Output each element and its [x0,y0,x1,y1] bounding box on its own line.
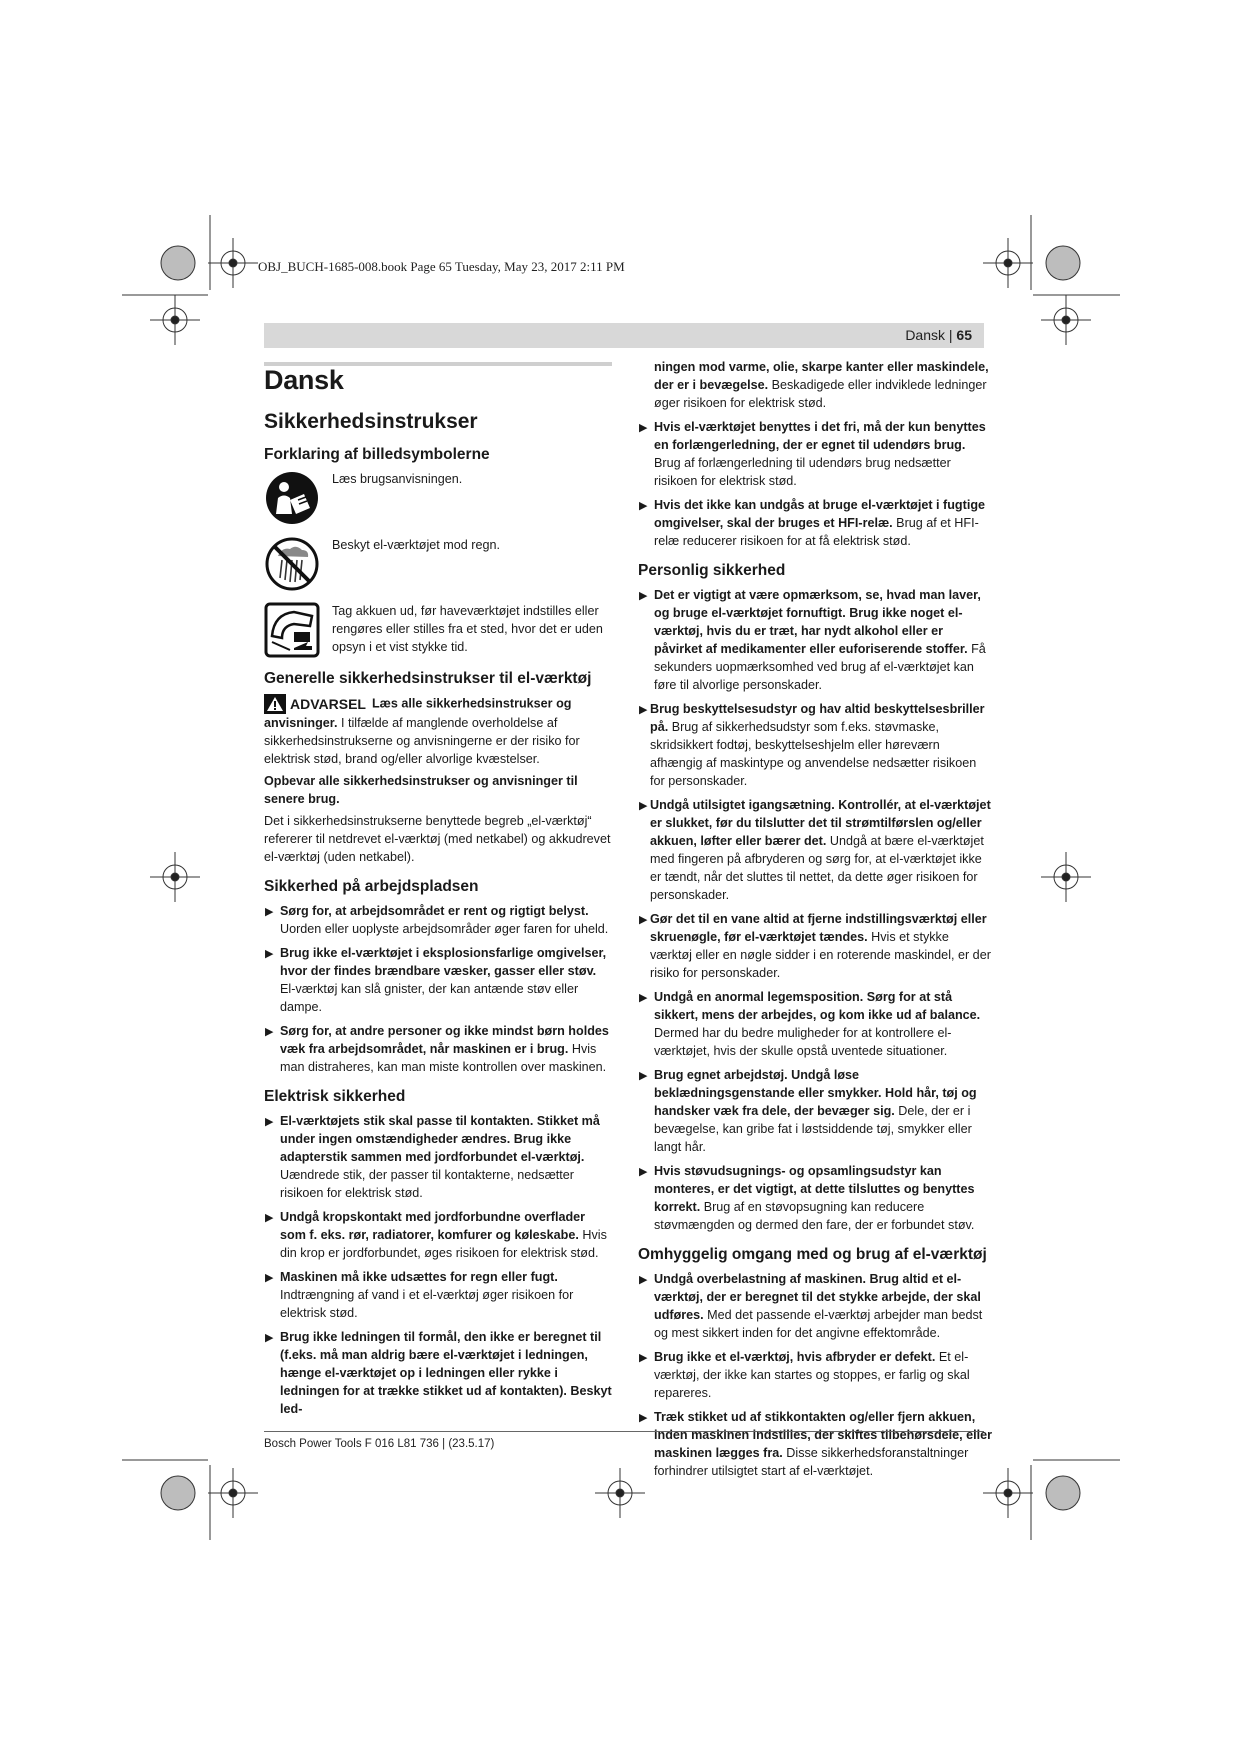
bullet-triangle-icon: ▶ [639,1352,648,1364]
keep-instructions: Opbevar alle sikkerhedsinstrukser og anvisninger til senere brug. [264,774,578,806]
list-item: ▶ Brug ikke et el-værktøj, hvis afbryder er defekt. Et el-værktøj, der ikke kan startes og stoppes, er farlig og skal repareres. [639,1350,970,1400]
heading-symbols: Forklaring af billedsymbolerne [264,446,490,463]
list-item-continued: ningen mod varme, olie, skarpe kanter eller maskindele, der er i bevægelse. Beskadigede eller indviklede ledninger øger risikoen for elektrisk stød. [654,360,989,410]
remove-battery-icon [264,602,320,658]
list-item: ▶ Det er vigtigt at være opmærksom, se, hvad man laver, og bruge el-værktøjet fornuftigt. Brug ikke noget el-værktøj, hvis du er træt, har nydt alkohol eller er påvirket af medikamenter eller euforiserende stoffer. Få sekunders uopmærksomhed ved brug af el-værktøjet kan føre til alvorlige personskader. [639,588,986,692]
list-item: ▶ Hvis det ikke kan undgås at bruge el-værktøjet i fugtige omgivelser, skal der bruges et HFI-relæ. Brug af et HFI-relæ reducerer risikoen for at få elektrisk stød. [639,498,986,548]
bullet-triangle-icon: ▶ [639,992,648,1004]
bullet-triangle-icon: ▶ [639,914,648,926]
symbol-row [264,470,612,526]
right-column [638,358,994,1486]
bullet-triangle-icon: ▶ [265,1116,274,1128]
symbol-row [264,602,612,658]
list-item: ▶ Gør det til en vane altid at fjerne indstillingsværktøj eller skruenøgle, før el-værktøjet tændes. Hvis et stykke værktøj eller en nøgle sidder i en roterende maskindel, er der risiko for personskader. [639,912,991,980]
list-item: ▶ Brug beskyttelsesudstyr og hav altid beskyttelsesbriller på. Brug af sikkerhedsudstyr som f.eks. støvmaske, skridsikkert fodtøj, beskyttelseshjelm eller høreværn afhængig af maskintype og anvendelse nedsætter risikoen for personskader. [639,702,985,788]
read-manual-icon [264,470,320,526]
list-item: ▶ Sørg for, at andre personer og ikke mindst børn holdes væk fra arbejdsområdet, når maskinen er i brug. Hvis man distraheres, kan man miste kontrollen over maskinen. [265,1024,609,1074]
heading-work-area: Sikkerhed på arbejdspladsen [264,878,479,895]
running-header [264,323,984,348]
symbol-text: Læs brugsanvisningen. [332,472,463,486]
book-info-line: OBJ_BUCH-1685-008.book Page 65 Tuesday, May 23, 2017 2:11 PM [258,259,625,274]
list-item: ▶ Træk stikket ud af stikkontakten og/eller fjern akkuen, inden maskinen indstilles, der skiftes tilbehørsdele, eller maskinen lægges fra. Disse sikkerhedsforanstaltninger forhindrer utilsigtet start af el-værktøjet. [639,1410,993,1478]
heading-personal: Personlig sikkerhed [638,562,786,579]
list-item: ▶ Brug ikke ledningen til formål, den ikke er beregnet til (f.eks. må man aldrig bære el-værktøjet i ledningen, hænge el-værktøjet op i ledningen eller rykke i ledningen for at trække stikket ud af kontakten). Beskyt led- [265,1330,612,1416]
bullet-triangle-icon: ▶ [639,704,648,716]
bullet-triangle-icon: ▶ [265,1332,274,1344]
header-text [905,327,972,343]
list-item: ▶ Hvis støvudsugnings- og opsamlingsudstyr kan monteres, er det vigtigt, at dette tilsluttes og benyttes korrekt. Brug af en støvopsugning kan reducere støvmængden og dermed den fare, der er forbundet støv. [639,1164,975,1232]
page-footer: Bosch Power Tools F 016 L81 736 | (23.5.17) [264,1431,984,1450]
page-number: 65 [956,327,972,343]
bullet-triangle-icon: ▶ [639,800,648,812]
header-separator: | [945,327,957,343]
warning-paragraph: ADVARSEL Læs alle sikkerhedsinstrukser og anvisninger. I tilfælde af manglende overholdelse af sikkerhedsinstrukserne og anvisningerne er der risiko for elektrisk stød, brand og/eller alvorlige kvæstelser. [264,696,580,766]
list-item: ▶ Undgå utilsigtet igangsætning. Kontrollér, at el-værktøjet er slukket, før du tilslutter det til strømtilførslen og/eller akkuen, løfter eller bærer det. Undgå at bære el-værktøjet med fingeren på afbryderen og sørg for, at el-værktøjet ikke er tændt, når det sluttes til nettet, da dette øger risikoen for personskader. [639,798,991,902]
symbol-text: Tag akkuen ud, før haveværktøjet indstilles eller rengøres eller stilles fra et sted, hvor det er uden opsyn i et vist stykke tid. [332,604,603,654]
warning-icon [264,694,286,714]
bullet-triangle-icon: ▶ [639,1166,648,1178]
term-definition: Det i sikkerhedsinstrukserne benyttede begreb „el-værktøj“ refererer til netdrevet el-værktøj (med netkabel) og akkudrevet el-værktøj (uden netkabel). [264,814,611,864]
page-title: Dansk [264,365,344,395]
list-item: ▶ Undgå en anormal legemsposition. Sørg for at stå sikkert, mens der arbejdes, og kom ikke ud af balance. Dermed har du bedre muligheder for at kontrollere el-værktøjet, hvis der skulle opstå uventede situationer. [639,990,981,1058]
list-item: ▶ El-værktøjets stik skal passe til kontakten. Stikket må under ingen omstændigheder ændres. Brug ikke adapterstik sammen med jordforbundet el-værktøj. Uændrede stik, der passer til kontakterne, nedsætter risikoen for elektrisk stød. [265,1114,600,1200]
list-item: ▶ Maskinen må ikke udsættes for regn eller fugt. Indtrængning af vand i et el-værktøj øger risikoen for elektrisk stød. [265,1270,574,1320]
heading-handling: Omhyggelig omgang med og brug af el-værktøj [638,1246,987,1263]
left-column [264,355,612,1424]
warning-label: ADVARSEL [264,694,366,714]
bullet-triangle-icon: ▶ [639,1412,648,1424]
header-section: Dansk [905,327,945,343]
bullet-triangle-icon: ▶ [639,1274,648,1286]
list-item: ▶ Brug egnet arbejdstøj. Undgå løse beklædningsgenstande eller smykker. Hold hår, tøj og handsker væk fra dele, der bevæger sig. Dele, der er i bevægelse, kan gribe fat i løstsiddende tøj, smykker eller langt hår. [639,1068,977,1154]
heading-safety: Sikkerhedsinstrukser [264,410,478,433]
list-item: ▶ Sørg for, at arbejdsområdet er rent og rigtigt belyst. Uorden eller uoplyste arbejdsområder øger faren for uheld. [265,904,609,936]
list-item: ▶ Brug ikke el-værktøjet i eksplosionsfarlige omgivelser, hvor der findes brændbare væsker, gasser eller støv. El-værktøj kan slå gnister, der kan antænde støv eller dampe. [265,946,607,1014]
heading-electric: Elektrisk sikkerhed [264,1088,406,1105]
bullet-triangle-icon: ▶ [639,1070,648,1082]
bullet-triangle-icon: ▶ [265,1272,274,1284]
symbol-text: Beskyt el-værktøjet mod regn. [332,538,500,552]
bullet-triangle-icon: ▶ [265,1212,274,1224]
bullet-triangle-icon: ▶ [639,422,648,434]
bullet-triangle-icon: ▶ [265,1026,274,1038]
bullet-triangle-icon: ▶ [639,590,648,602]
symbol-row [264,536,612,592]
list-item: ▶ Undgå overbelastning af maskinen. Brug altid et el-værktøj, der er beregnet til det stykke arbejde, der skal udføres. Med det passende el-værktøj arbejder man bedst og mest sikkert inden for det angivne effektområde. [639,1272,983,1340]
heading-general: Generelle sikkerhedsinstrukser til el-værktøj [264,670,592,687]
list-item: ▶ Undgå kropskontakt med jordforbundne overflader som f. eks. rør, radiatorer, komfurer og køleskabe. Hvis din krop er jordforbundet, øges risikoen for elektrisk stød. [265,1210,607,1260]
bullet-triangle-icon: ▶ [265,948,274,960]
bullet-triangle-icon: ▶ [265,906,274,918]
no-rain-icon [264,536,320,592]
bullet-triangle-icon: ▶ [639,500,648,512]
list-item: ▶ Hvis el-værktøjet benyttes i det fri, må der kun benyttes en forlængerledning, der er egnet til udendørs brug. Brug af forlængerledning til udendørs brug nedsætter risikoen for elektrisk stød. [639,420,986,488]
